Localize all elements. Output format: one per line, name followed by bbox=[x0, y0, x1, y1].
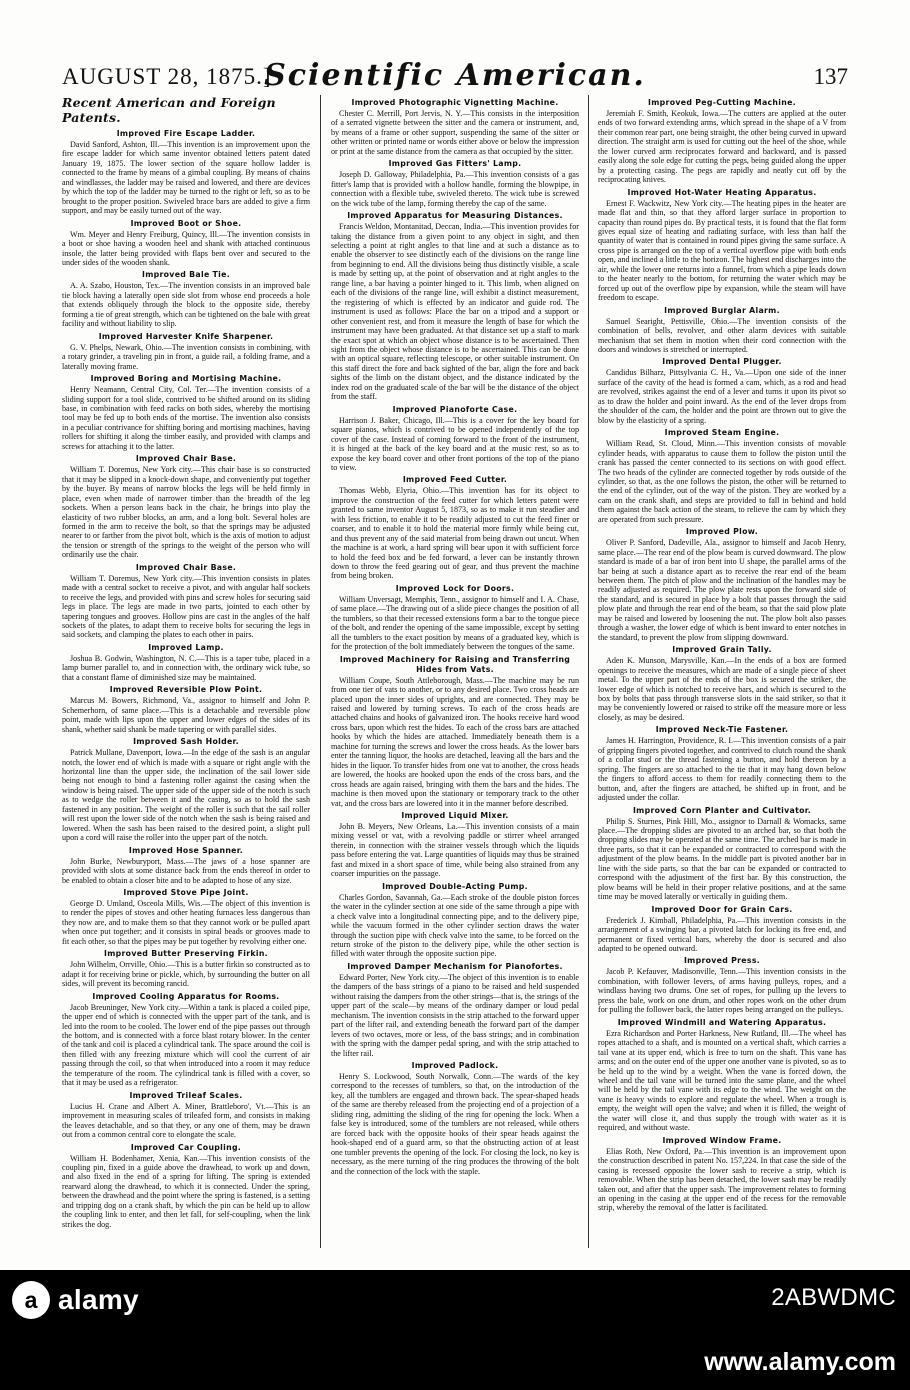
article-body: Harrison J. Baker, Chicago, Ill.—This is a cover for the key board for square pianos, which is contrived to be opened independently of the top cover of the case. Instead of coming forward to the front of the instrument, it is hinged at the back of the key board and at the music rest, so as to expose the key board cover and other front portions of the top of the piano to view. bbox=[331, 415, 579, 472]
article-heading: Improved Lamp. bbox=[148, 642, 224, 652]
section-title: Recent American and Foreign Patents. bbox=[62, 95, 276, 125]
article-heading: Improved Hose Spanner. bbox=[128, 845, 244, 855]
article-body: John Burke, Newburyport, Mass.—The jaws of a hose spanner are provided with slots at some distance back from the ends thereof in order to be enabled to obtain a closer bite and to be adapted to hose of any size. bbox=[62, 856, 310, 885]
alamy-logo-icon: a bbox=[12, 1281, 50, 1319]
article-heading: Improved Press. bbox=[683, 956, 761, 966]
article-body: William T. Doremus, New York city.—This chair base is so constructed that it may be slipped in a knock-down shape, and conveniently put together by the buyer. By means of narrow blocks the legs will be held firmly in place, even when made of narrower timber than the breadth of the leg sockets. When a person leans back in the chair, he brings into play the elasticity of two rubber blocks, an arm, and a long bolt. Several holes are formed in the arm to receive the bolt, so that the springs may be adjusted nearer to or farther from the pivot bolt, which is the axis of motion to adjust the tension or strength of the springs to the weight of the person who will ordinarily use the chair. bbox=[62, 465, 310, 560]
article-body: Henry S. Lockwood, South Norwalk, Conn.—The wards of the key correspond to the recesses of tumblers, so that, on the introduction of the key, all the tumblers are engaged and thrown back. The spear-shaped heads of the same are thereby released from the projecting end of a projection of a sliding ring, admitting the sliding of the ring for opening the lock. When a false key is introduced, some of the tumblers are not released, while others are forced back with the opposite hooks of their spear heads against the hook-shaped end of a guard arm, so that the obstructing action of at least one tumbler prevents the opening of the lock. For closing the lock, no key is necessary, as the mere turning of the ring produces the throwing of the bolt and the connection of the lock with the staple. bbox=[331, 1071, 579, 1176]
article-column-2 bbox=[331, 95, 579, 1248]
article-body: Thomas Webb, Elyria, Ohio.—This invention has for its object to improve the construction of the feed cutter for which letters patent were granted to same inventor August 5, 1873, so as to make it run steadier and with less friction, to enable it to be readily adjusted to cut the feed finer or coarser, and to enable it to hold the material more firmly while being cut, and thus prevent any of the said material from being drawn out uncut. When the machine is at work, a hard spring will bear upon it with sufficient force to hold the feed box and be fed forward, a lever can be instantly thrown down to throw the feed gearing out of gear, and thus prevent the machine from being broken. bbox=[331, 486, 579, 581]
article-heading: Improved Fire Escape Ladder. bbox=[116, 129, 256, 138]
article-heading: Improved Boot or Shoe. bbox=[130, 218, 242, 228]
article-body: Patrick Mullane, Davenport, Iowa.—In the edge of the sash is an angular notch, the lower end of which is made with a square or right angle with the horizontal line than the upper side, the inclination of the sail lower side being not enough to bind a fastening roller against the casing when the window is being raised. The upper side of the upper side of the notch is such as to wedge the roller between it and the casing, so as to hold the sash fastened in any position. The weight of the roller is such that the sail roller will rest upon the lower side of the notch when the sash is being raised and lowered. When the sash has been raised to the desired point, a slight pull upon a cord will raise the roller into the upper part of the notch. bbox=[62, 748, 310, 843]
article-heading: Improved Apparatus for Measuring Distances. bbox=[347, 211, 563, 221]
article-body: G. V. Phelps, Newark, Ohio.—The invention consists in combining, with a rotary grinder, a traveling pin in front, a guide rail, a folding frame, and a laterally moving frame. bbox=[62, 342, 310, 371]
article-heading: Improved Burglar Alarm. bbox=[664, 305, 780, 315]
page-number: 137 bbox=[813, 64, 848, 89]
article-body: Samuel Searight, Pettisville, Ohio.—The invention consists of the combination of bells, revolver, and other alarm devices with suitable mechanism that set them in motion when their cord connection with the doors and windows is stretched or interrupted. bbox=[598, 316, 846, 354]
article-heading: Improved Car Coupling. bbox=[130, 1142, 242, 1152]
site-url: www.alamy.com bbox=[704, 1348, 896, 1376]
article-heading: Improved Photographic Vignetting Machine. bbox=[351, 98, 559, 107]
article-heading: Improved Windmill and Watering Apparatus. bbox=[617, 1017, 827, 1027]
article-body: Joshua B. Godwin, Washington, N. C.—This is a taper tube, placed in a lamp burner parallel to, and in connection with, the ordinary wick tube, so that a constant flame of diminished size may be maintained. bbox=[62, 653, 310, 682]
article-heading: Improved Boring and Mortising Machine. bbox=[90, 374, 282, 384]
article-body: Charles Gordon, Savannah, Ga.—Each stroke of the double piston forces the water in the cylinder section at one side of the same through a pipe with a check valve into a longitudinal connecting pipe, and to the delivery pipe, while the vacuum formed in the other cylinder section draws the water through the suction pipe with check valve into the same, to be forced on the return stroke of the piston to the delivery pipe, while the other section is filled with water through the opposite suction pipe. bbox=[331, 892, 579, 959]
brand-name: alamy bbox=[58, 1284, 139, 1315]
article-heading: Improved Cooling Apparatus for Rooms. bbox=[92, 991, 280, 1001]
article-body: Jacob Breuninger, New York city.—Within a tank is placed a coiled pipe, the upper end of which is connected with the upper part of the tank, and is led into the room to be cooled. The lower end of the pipe passes out through the bottom, and is connected with a force blast rotary blower. In the center of the tank and coil is placed a cylindrical tank. The space around the coil is then filled with any freezing mixture which will cool the current of air passing through the coil, so that when introduced into a room it may reduce the temperature of the room. The cylindrical tank is filled with a cover, so that it may be used as a refrigerator. bbox=[62, 1002, 310, 1088]
article-body: Edward Porter, New York city.—The object of this invention is to enable the dampers of the bass strings of a piano to be raised and held suspended without raising the dampers from the other strings—that is, the strings of the upper part of the scale—by means of the ordinary damper or loud pedal mechanism. The invention consists in the strip attached to the forward upper part of the lifter rail, and extending beneath the forward part of the damper levers of two octaves, more or less, of the bass strings; and in combination with the spring with the damper pedal spring, and with the strip attached to the lifter rail. bbox=[331, 972, 579, 1058]
article-heading: Improved Plow. bbox=[685, 527, 759, 537]
article-heading: Improved Damper Mechanism for Pianofortes. bbox=[347, 961, 563, 971]
article-heading: Improved Reversible Plow Point. bbox=[109, 685, 263, 695]
article-heading: Improved Gas Fitters' Lamp. bbox=[388, 159, 522, 169]
article-heading: Improved Trileaf Scales. bbox=[129, 1090, 243, 1100]
article-body: Joseph D. Galloway, Philadelphia, Pa.—This invention consists of a gas fitter's lamp that is provided with a hollow handle, forming the blowpipe, in connection with a flexible tube, swiveled thereto. The wick tube is screwed on the wick tube of the lamp, forming thereby the cap of the same. bbox=[331, 170, 579, 208]
article-body: Francis Weldon, Montanitad, Deccan, India.—This invention provides for taking the distance from a given point to any object in sight, and then selecting a point at right angles to that line and at such a distance as to enable the observer to see distinctly each of the divisions on the range line from beginning to end. All the divisions being thus distinctly visible, a scale is made by setting up, at the point of observation and at right angles to the range line, a bar having a pointer hinged to it. This limb, when aligned on each of the divisions of the range line, will exhibit a distinct measurement, the registering of which is effected by an indicator and guide rod. The instrument is used as follows: Place the bar on a tripod and a support or other convenient rest, and from it measure the length of base for which the instrument may have been graduated. At that distance set up a staff to mark the exact spot at which an object whose distance is to be ascertained. Then sight from the object whose distance is to be ascertained. This can be done with an optical square, reflecting telescope, or other suitable instrument. On this staff direct the fore and back sighted of the bar, align the fore and back sights of the limb on the distant object, and the distance indicated by the index rod on the graduated scale of the bar will be the distance of the object from the staff. bbox=[331, 222, 579, 402]
column-divider bbox=[588, 95, 589, 1248]
article-heading: Improved Sash Holder. bbox=[133, 737, 239, 747]
article-heading: Improved Butter Preserving Firkin. bbox=[104, 949, 268, 959]
article-heading: Improved Machinery for Raising and Transferring Hides from Vats. bbox=[339, 654, 571, 674]
article-body: William Unversagt, Memphis, Tenn., assignor to himself and I. A. Chase, of same place.—The drawing out of a slide piece changes the position of all the tumblers, so that their recessed extensions form a bar to the tongue piece of the bolt, and render the opening of the same impossible, except by setting all the tumblers to the exact position by means of a graduated key, which is for the protection of the bolt immediately between the tongues of the same. bbox=[331, 594, 579, 652]
article-heading: Improved Harvester Knife Sharpener. bbox=[98, 331, 274, 341]
article-body: Marcus M. Bowers, Richmond, Va., assignor to himself and John P. Schemerhorn, of same place.—This is a detachable and reversible plow point, made with lips upon the upper and lower edges of the sides of its shank, whether said shank be made tapering or with parallel sides. bbox=[62, 696, 310, 734]
article-body: Ezra Richardson and Porter Harkness, New Rutland, Ill.—The wheel has ropes attached to a shaft, and is mounted on a vertical shaft, which carries a tail vane at its upper end, which is free to turn on the shaft. This vane has arms; and on the outer end of the upper one another vane is pivoted, so as to be held up to the wind by a weight. When the vane is forced down, the wheel and the tail vane will be turned into the same plane, and the wheel will be held by the tail vane with its edge to the wind. The weight on the vane is heavy winds to explore and regulate the wheel. When a trough is empty, the weight will open the valve; and when it is filled, the weight of the water will close it, and thus supply the trough with water as it is required, and without waste. bbox=[598, 1028, 846, 1133]
article-heading: Improved Chair Base. bbox=[135, 454, 237, 464]
article-heading: Improved Neck-Tie Fastener. bbox=[655, 725, 789, 735]
article-heading: Improved Padlock. bbox=[411, 1060, 499, 1070]
article-body: William H. Bodenhamer, Xenia, Kan.—This invention consists of the coupling pin, fixed in a guide above the drawhead, to work up and down, and also fixed in the end of a spring for lifting. The spring is extended rearward along the drawhead, to which it is connected. Under the spring, between the drawhead and the point where the spring is fastened, is a setting and tripping dog on a crank shaft, by which the pin can be held up to allow the coupling link to enter, and then let fall, for self-coupling, when the link strikes the dog. bbox=[62, 1153, 310, 1229]
article-body: Oliver P. Sanford, Dadeville, Ala., assignor to himself and Jacob Henry, same place.—The rear end of the plow beam is curved downward. The plow standard is made of a bar of iron bent into U shape, the parallel arms of the bar being at such a distance apart as to receive the rear end of the beam between them. The pitch of plow and the inclination of the handles may be readily adjusted as required. The plow plate rests upon the forward side of the standard, and is secured in place by a bolt that passes through the said plow plate and through the rear end of the beam, so that the said plow plate may be raised and lowered by loosening the nut. The plow bolt also passes through a washer, the lower edge of which is bent inward to enter notches in the standard, to prevent the plow from slipping downward. bbox=[598, 538, 846, 642]
article-heading: Improved Chair Base. bbox=[135, 562, 237, 572]
article-body: Aden K. Munson, Marysville, Kan.—In the ends of a box are formed openings to receive the measures, which are made of a single piece of sheet metal. To the upper part of the ends of the box is secured the striker, the lower edge of which is notched to receive bars, and which is secured to the box by bolts that pass through transverse slots in the said striker, so that it may be conveniently lowered or raised to strike off the measure more or less closely, as may be desired. bbox=[598, 656, 846, 722]
article-body: Henry Neamann, Central City, Col. Ter.—The invention consists of a sliding support for a tool slide, contrived to be shifted around on its sliding base, in combination with feed racks on both sides, whereby the mortising tool may be fed up to both ends of the mortise. The invention also consists in a peculiar contrivance for shifting boring and mortising machines, having rollers for shifting it along the timber easily, and provided with clamps and screws for attaching it to the latter. bbox=[62, 385, 310, 451]
article-heading: Improved Double-Acting Pump. bbox=[382, 881, 528, 891]
article-heading: Improved Dental Plugger. bbox=[662, 357, 782, 367]
article-body: Elias Roth, New Oxford, Pa.—This invention is an improvement upon the construction described in patent No. 157,224. In that case the side of the casing is recessed opposite the lower sash to receive a strip, which is removable. When the strip has been detached, the lower sash may be readily taken out, and after that the upper sash. The improvement relates to forming an opening in the casing at the upper end of the recess for the removable strip, whereby the removal of the latter is facilitated. bbox=[598, 1146, 846, 1213]
article-body: Frederick J. Kimball, Philadelphia, Pa.—This invention consists in the arrangement of a swinging bar, a pivoted latch for locking its free end, and permanent or fixed vertical bars, whereby the door is secured and also adapted to be opened outward. bbox=[598, 915, 846, 953]
article-body: David Sanford, Ashton, Ill.—This invention is an improvement upon the fire escape ladder for which same inventor obtained letters patent dated January 19, 1875. The lower section of the square hollow ladder is connected to the frame by means of a gimbal coupling. By means of chains and windlasses, the ladder may be raised and lowered, and there are devices by which the top of the ladder may be turned to the right or left, so as to be brought to the proper position. Swiveled brace bars are added to give a firm support, and may be easily turned out of the way. bbox=[62, 140, 310, 216]
article-heading: Improved Grain Tally. bbox=[672, 645, 772, 655]
article-heading: Improved Window Frame. bbox=[662, 1135, 782, 1145]
article-body: A. A. Szabo, Houston, Tex.—The invention consists in an improved bale tie block having a laterally open side slot from whose end proceeds a hole that extends obliquely through the block to the opposite side, thereby forming a tie of great strength, which can be tightened on the bale with great facility and without liability to slip. bbox=[62, 281, 310, 329]
article-column-1 bbox=[62, 95, 310, 1248]
article-heading: Improved Lock for Doors. bbox=[395, 583, 515, 593]
article-body: Candidus Bilharz, Pittsylvania C. H., Va.—Upon one side of the inner surface of the cavity of the head is formed a cam, which, as a rod and head are revolved, strikes against the end of a lever and turns it upon its pivot so as to draw the holder and point inward. As the end of the lever drops from the shoulder of the cam, the holder and the point are thrown out to give the blow by the elasticity of a spring. bbox=[598, 368, 846, 425]
article-body: Wm. Meyer and Henry Freiburg, Quincy, Ill.—The invention consists in a boot or shoe having a wooden heel and shank with attached continuous insole, the latter being provided with flaps bent over and secured to the under sides of the wooden shank. bbox=[62, 229, 310, 267]
article-body: Lucius H. Crane and Albert A. Miner, Brattleboro', Vt.—This is an improvement in measuring scales of trileafed form, and consists in making the leaves detachable, and so that they, or any one of them, may be drawn out from a common central core to elongate the scale. bbox=[62, 1101, 310, 1140]
article-body: Jacob P. Kefauver, Madisonville, Tenn.—This invention consists in the combination, with follower levers, of arms having pulleys, ropes, and a windlass having two drums. One set of ropes, for pulling up the levers to press the bale, work on one drum, and other ropes work on the other drum for pulling the follower back, the latter ropes being arranged on the pulleys. bbox=[598, 967, 846, 1015]
article-heading: Improved Bale Tie. bbox=[142, 270, 230, 280]
article-heading: Improved Peg-Cutting Machine. bbox=[648, 98, 796, 107]
article-heading: Improved Pianoforte Case. bbox=[392, 404, 518, 414]
article-heading: Improved Liquid Mixer. bbox=[401, 811, 509, 820]
stock-photo-banner bbox=[0, 1270, 910, 1390]
article-body: William Read, St. Cloud, Minn.—This invention consists of movable cylinder heads, with apparatus to cause them to follow the piston until the crank has passed the center connected to its sections on with good effect. The two heads of the cylinder are connected together by rods outside of the cylinder, so that, as the one follows the piston, the other will be returned to the end of the cylinder, out of the way of the piston. They are worked by a cam on the crank shaft, and steps are provided to fall in behind and hold them against the back action of the steam, to relieve the cam by which they are operated from such pressure. bbox=[598, 439, 846, 524]
article-body: Jeremiah F. Smith, Keokuk, Iowa.—The cutters are applied at the outer ends of two forward extending arms, which spread in the shape of a V from their common rear part, one being straight, the other being curved in upward direction. The straight arm is used for cutting out the heel of the shoe, while the lower curved arm reciprocates forward and backward, and is passed easily along the sole edge for cutting the pegs, being guided along the upper by a protecting casing. The pegs are rapidly and neatly cut off by the reciprocating knives. bbox=[598, 109, 846, 185]
article-body: George D. Umland, Osceola Mills, Wis.—The object of this invention is to render the pipes of stoves and other heating furnaces less dangerous than they now are, and to make them so that they cannot work or be pulled apart when once put together; and it consists in spiral beads or grooves made to fit each other, so that the pipes may be put together by revolving either one. bbox=[62, 899, 310, 946]
issue-date: AUGUST 28, 1875.] bbox=[62, 64, 272, 89]
article-body: William T. Doremus, New York city.—This invention consists in plates made with a central socket to receive a pivot, and with angular half sockets to receive the legs, and provided with pins and screw holes for securing said legs in place. The legs are made in two parts, jointed to each other by tapering tongues and grooves. Hollow pins are cast in the angles of the half sockets of the plates, to adapt them to receive bolts for securing the legs in said sockets, and clamping the plates to each other in pairs. bbox=[62, 573, 310, 640]
article-column-3 bbox=[598, 95, 846, 1248]
article-body: William Coupe, South Attleborough, Mass.—The machine may be run from one tier of vats to another, or to any desired place. Two cross heads are placed upon the inner sides of uprights, and are connected. They may be raised and lowered by turning screws. To each of the cross heads are attached chains and hooks of galvanized iron. The hooks receive hard wood cross bars, upon which rest the hides. To each of the cross bars are attached hooks by which the hides are attached. Immediately beneath them is a machine for turning the screws and lower the cross heads. As the lower bars enter the tanning liquor, the hooks are detached, leaving all the bars and the hides in the liquor. To transfer hides from one vat to another, the cross heads are lowered, the hooks are hooked upon the ends of the cross bars, and the cross heads are again raised, bringing with them the bars and the hides. The machine is then moved upon the stationary or temporary track to the other vat, and the cross bars are lowered into it in the manner before described. bbox=[331, 675, 579, 808]
article-body: James H. Harrington, Providence, R. I.—This invention consists of a pair of gripping fingers pivoted together, and contrived to clutch round the shank of a collar stud or the thread fastening a button, and hold thereon by a spring. The fingers are so attached to the tie that it may hang down below the fingers to afford access to them for readily connecting them to the button, and, after the fingers are attached, be shifted up in front, and be adjusted under the collar. bbox=[598, 736, 846, 803]
article-heading: Improved Stove Pipe Joint. bbox=[123, 888, 249, 897]
article-body: John B. Meyers, New Orleans, La.—This invention consists of a main mixing vessel or vat, with a revolving paddle or stirrer wheel arranged therein, in connection with the strainer vessels through which the liquids pass before entering the vat. Large quantities of liquids may thus be strained fast and mixed in a short space of time, while being also strained from any coarser impurities on the passage. bbox=[331, 822, 579, 879]
article-heading: Improved Feed Cutter. bbox=[402, 475, 508, 485]
masthead-title: Scientific American. bbox=[264, 58, 646, 93]
article-heading: Improved Door for Grain Cars. bbox=[651, 904, 793, 914]
article-heading: Improved Hot-Water Heating Apparatus. bbox=[627, 187, 817, 197]
column-divider bbox=[320, 95, 321, 1248]
article-body: Ernest F. Wackwitz, New York city.—The heating pipes in the heater are made flat and thin, so that they afford larger surface in proportion to capacity than round pipes do. By practical tests, it is found that the flat form gives equal size of heating and radiating surface, with less than half the quantity of water that is contained in round pipes giving the same surface. A cross pipe is arranged on the top of a vertical overflow pipe with both ends open, and inclined a little to the horizon. The highest end discharges into the air, while the lower one returns into a funnel, from which a pipe leads down to the heater nearly to the bottom, for returning the water which may be forced up out of the overflow pipe by expansion, while the steam will have freedom to escape. bbox=[598, 198, 846, 303]
article-body: John Wilhelm, Orrville, Ohio.—This is a butter firkin so constructed as to adapt it for receiving brine or pickle, which, by surrounding the butter on all sides, will prevent its becoming rancid. bbox=[62, 960, 310, 989]
image-id: 2ABWDMC bbox=[771, 1284, 896, 1311]
article-body: Philip S. Sturnes, Pink Hill, Mo., assignor to Darnall & Womacks, same place.—The dropping slides are pivoted to an arched bar, so that both the dropping slides may be operated at the same time. The arched bar is made in three parts, so that it can be expanded or contracted to correspond with the adjustment of the plow beams. In the middle part is pivoted another bar in line with the side parts, so that the bar can be expanded or contracted to correspond with the adjustment of the first bar. By this construction, the plow beams will be held in their proper relative positions, and at the same time may be moved laterally or vertically in guiding them. bbox=[598, 816, 846, 902]
article-body: Chester C. Merrill, Port Jervis, N. Y.—This consists in the interposition of a serrated vignette between the sitter and the camera or instrument, and, by means of a frame or other support, suspending the same of the sitter or other written or printed name or words either above or below the impression or print at the same distance from the camera as that occupied by the sitter. bbox=[331, 109, 579, 156]
article-heading: Improved Steam Engine. bbox=[664, 428, 780, 438]
article-heading: Improved Corn Planter and Cultivator. bbox=[632, 805, 812, 815]
